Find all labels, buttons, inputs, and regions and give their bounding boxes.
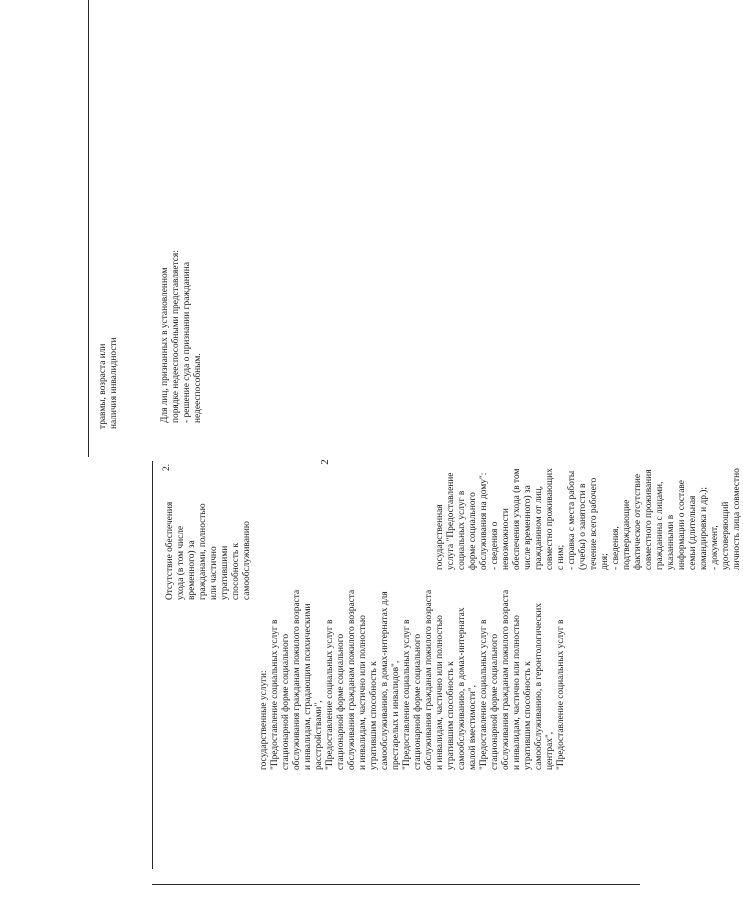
row1-category-cell	[98, 337, 120, 429]
category-line: или частично	[209, 546, 219, 600]
extra-line: гражданина с лицами,	[655, 481, 665, 570]
table-border-left	[152, 884, 640, 885]
documents-line: "Предоставление социальных услуг в	[325, 619, 335, 770]
documents-line: "Предоставление социальных услуг в	[479, 619, 489, 770]
category-line: временного) за	[187, 540, 197, 600]
category-line: наличия инвалидности	[109, 337, 119, 429]
extra-line: (учебы) о занятости в	[578, 483, 588, 570]
extra-line: числе временного) за	[523, 485, 533, 570]
extra-line: фактическое отсутствие	[633, 473, 643, 570]
documents-line: престарелых и инвалидов",	[391, 660, 401, 770]
row2-category-cell	[165, 502, 253, 600]
documents-line: стационарной форме социального	[413, 633, 423, 770]
documents-line: центрах",	[545, 731, 555, 770]
row1-documents-cell	[160, 250, 204, 423]
documents-line: стационарной форме социального	[336, 633, 346, 770]
page-number: 2	[318, 459, 331, 465]
documents-line: и инвалидам, частично или полностью	[358, 615, 368, 770]
extra-line: государственная	[435, 504, 445, 570]
extra-line: дня;	[600, 553, 610, 570]
documents-line: обслуживания гражданам пожилого возраста	[347, 589, 357, 770]
extra-line: подтверждающие	[622, 499, 632, 570]
extra-line: течение всего рабочего	[589, 477, 599, 570]
category-line: ухода (в том числе	[176, 525, 186, 600]
documents-line: Для лиц, признанных в установленном	[160, 267, 170, 423]
table-row-separator	[152, 461, 153, 869]
documents-line: государственные услуги:	[259, 670, 269, 770]
extra-line: командировка и др.);	[699, 486, 709, 570]
documents-line: утратившим способность к	[369, 661, 379, 770]
documents-line: самообслуживанию, в геронтологических	[534, 603, 544, 770]
documents-line: обслуживания гражданам пожилого возраста	[501, 589, 511, 770]
category-line: Отсутствие обеспечения	[165, 501, 175, 600]
documents-line: "Предоставление социальных услуг в	[402, 619, 412, 770]
extra-line: обеспечения ухода (в том	[512, 468, 522, 570]
row2-extra-cell	[435, 468, 743, 570]
category-line: утратившими	[220, 545, 230, 600]
extra-line: семьи (длительная	[688, 495, 698, 570]
documents-line: "Предоставление социальных услуг в	[270, 619, 280, 770]
category-line: самообслуживанию	[242, 521, 252, 600]
documents-line: - решение суда о признании гражданина	[182, 262, 192, 423]
documents-line: и инвалидам, страдающим психическими	[303, 603, 313, 770]
extra-line: личность лица совместно	[732, 468, 742, 570]
extra-line: информации о составе	[677, 480, 687, 570]
extra-line: услуга "Предоставление	[446, 472, 456, 570]
extra-line: с ним;	[556, 544, 566, 570]
row2-documents-cell	[259, 590, 567, 770]
documents-line: утратившим способность к	[446, 661, 456, 770]
documents-line: расстройствами",	[314, 700, 324, 770]
extra-line: - справка с места работы	[567, 470, 577, 570]
documents-line: самообслуживанию, в домах-интернатах для	[380, 591, 390, 770]
row2-number-cell	[162, 464, 173, 471]
documents-line: и инвалидам, частично или полностью	[512, 615, 522, 770]
extra-line: - документ,	[710, 525, 720, 570]
documents-line: обслуживания гражданам пожилого возраста	[424, 589, 434, 770]
row-divider	[88, 0, 89, 457]
extra-line: удостоверяющий	[721, 501, 731, 570]
documents-line: и инвалидам, частично или полностью	[435, 615, 445, 770]
extra-line: - сведения,	[611, 526, 621, 570]
extra-line: совместного проживания	[644, 469, 654, 570]
category-line: гражданами, полностью	[198, 503, 208, 600]
documents-line: утратившим способность к	[523, 661, 533, 770]
extra-line: социальных услуг в	[457, 490, 467, 570]
documents-line: малой вместимости",	[468, 684, 478, 770]
documents-line: "Предоставление социальных услуг в	[556, 619, 566, 770]
documents-line: стационарной форме социального	[490, 633, 500, 770]
row-number: 2.	[162, 463, 172, 471]
documents-line: недееспособным.	[193, 353, 203, 423]
documents-line: самообслуживанию, в домах-интернатах	[457, 607, 467, 770]
extra-line: гражданином от лиц,	[534, 486, 544, 570]
extra-line: форме социального	[468, 492, 478, 570]
extra-line: указанными в	[666, 514, 676, 570]
category-line: травмы, возраста или	[98, 343, 108, 429]
documents-line: порядке недееспособными представляется:	[171, 250, 181, 423]
extra-line: невозможности	[501, 508, 511, 570]
extra-line: совместно проживающих	[545, 468, 555, 570]
extra-line: обслуживания на дому":	[479, 472, 489, 570]
extra-line: - сведения о	[490, 521, 500, 570]
category-line: способность к	[231, 542, 241, 600]
documents-line: стационарной форме социального	[281, 633, 291, 770]
documents-line: обслуживания гражданам пожилого возраста	[292, 589, 302, 770]
